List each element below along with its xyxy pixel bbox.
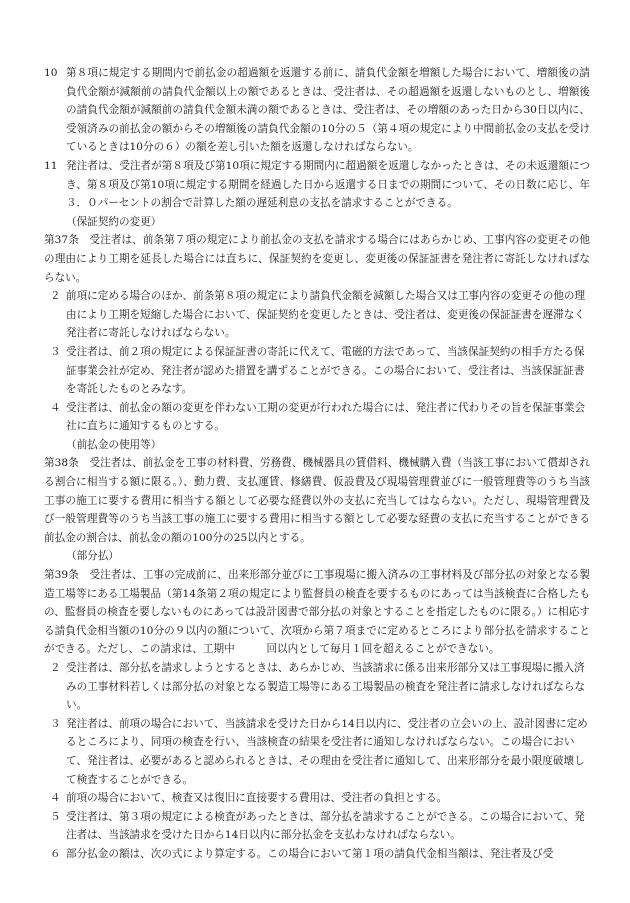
- item-number: ３: [50, 345, 61, 358]
- article-37: [44, 231, 590, 287]
- article-39-item-4: [44, 789, 590, 808]
- article-38: [44, 454, 590, 547]
- article-39: [44, 566, 590, 659]
- item-number: ４: [50, 792, 61, 805]
- article-39-heading: （部分払）: [66, 550, 119, 563]
- paragraph-number: 10: [44, 67, 58, 79]
- paragraph-11: [44, 157, 590, 213]
- article-text: 受注者は、前条第７項の規定により前払金の支払を請求する場合にはあらかじめ、工事内容の変更その他の理由により工期を延長した場合には直ちに、保証契約を変更し、変更後の保証証書を発注者に寄託しなければならない。: [44, 234, 591, 284]
- article-39-item-2: [44, 659, 590, 715]
- paragraph-text: 第８項に規定する期間内で前払金の超過額を返還する前に、請負代金額を増額した場合において、増額後の請負代金額が減額前の請負代金額以上の額であるときは、受注者は、その超過額を返還しないものとし、増額後の請負代金額が減額前の請負代金額未満の額であるときは、受注者は、その増額のあった日から30日以内に、受領済みの前払金の額からその増額後の請負代金額の10分の５（第４項の規定により中間前払金の支払を受けているときは10分の６）の額を差し引いた額を返還しなければならない。: [66, 67, 590, 154]
- article-label: 第39条: [44, 569, 79, 582]
- paragraph-10: [44, 64, 590, 157]
- item-number: ６: [50, 847, 61, 860]
- article-text: 受注者は、前払金を工事の材料費、労務費、機械器具の賃借料、機械購入費（当該工事において償却される割合に相当する額に限る。）、動力費、支払運賃、修繕費、仮設費及び現場管理費並びに一般管理費等のうち当該工事の施工に要する費用に相当する額として必要な経費以外の支払に充当してはならない。ただし、現場管理費及び一般管理費等のうち当該工事の施工に要する費用に相当する額として必要な経費の支払に充当することができる前払金の割合は、前払金の額の100分の25以内とする。: [44, 457, 591, 544]
- article-38-heading: （前払金の使用等）: [66, 438, 162, 451]
- item-text: 発注者は、前項の場合において、当該請求を受けた日から14日以内に、受注者の立会いの上、設計図書に定めるところにより、同項の検査を行い、当該検査の結果を受注者に通知しなければならない。この場合において、発注者は、必要があると認められるときは、その理由を受注者に通知して、出来形部分を最小限度破壊して検査することができる。: [66, 717, 588, 786]
- item-number: ５: [50, 810, 61, 823]
- item-text: 受注者は、部分払を請求しようとするときは、あらかじめ、当該請求に係る出来形部分又は工事現場に搬入済みの工事材料若しくは部分払の対象となる製造工場等にある工場製品の検査を発注者に請求しなければならない。: [66, 662, 586, 712]
- article-37-item-3: [44, 343, 590, 399]
- article-37-item-2: [44, 287, 590, 343]
- paragraph-text: 発注者は、受注者が第８項及び第10項に規定する期間内に超過額を返還しなかったときは、その未返還額につき、第８項及び第10項に規定する期間を経過した日から返還する日までの期間について、その日数に応じ、年３．０パーセントの割合で計算した額の遅延利息の支払を請求することができる。: [66, 159, 590, 210]
- item-number: ２: [50, 662, 61, 674]
- paragraph-number: 11: [44, 159, 58, 172]
- article-37-heading: （保証契約の変更）: [66, 215, 162, 228]
- item-number: ３: [50, 717, 61, 730]
- item-text: 前項に定める場合のほか、前条第８項の規定により請負代金額を減額した場合又は工事内容の変更その他の理由により工期を短縮した場合において、保証契約を変更したときは、受注者は、変更後の保証証書を遅滞なく発注者に寄託しなければならない。: [66, 290, 586, 340]
- article-37-item-4: [44, 399, 590, 436]
- item-text: 受注者は、第３項の規定による検査があったときは、部分払を請求することができる。この場合において、発注者は、当該請求を受けた日から14日以内に部分払金を支払わなければならない。: [66, 810, 585, 842]
- article-text: 受注者は、工事の完成前に、出来形部分並びに工事現場に搬入済みの工事材料及び部分払の対象となる製造工場等にある工場製品（第14条第２項の規定により監督員の検査を要するものにあっては当該検査に合格したもの、監督員の検査を要しないものにあっては設計図書で部分払の対象とすることを指定したものに限る。）に相応する請負代金相当額の10分の９以内の額について、次項から第７項までに定めるところにより部分払を請求することができる。ただし、この請求は、工期中 回以内として毎月１回を超えることができない。: [44, 569, 591, 656]
- article-label: 第38条: [44, 457, 79, 470]
- item-number: ２: [50, 290, 61, 303]
- item-text: 部分払金の額は、次の式により算定する。この場合において第１項の請負代金相当額は、発注者及び受: [66, 847, 554, 860]
- article-39-item-5: [44, 808, 590, 845]
- item-text: 前項の場合において、検査又は復旧に直接要する費用は、受注者の負担とする。: [66, 792, 448, 805]
- article-39-item-3: [44, 715, 590, 789]
- article-label: 第37条: [44, 234, 79, 247]
- item-text: 受注者は、前２項の規定による保証証書の寄託に代えて、電磁的方法であって、当該保証契約の相手方たる保証事業会社が定め、発注者が認めた措置を講ずることができる。この場合において、受注者は、当該保証証書を寄託したものとみなす。: [66, 345, 585, 396]
- article-39-item-6: [44, 845, 590, 864]
- item-number: ４: [50, 401, 61, 414]
- item-text: 受注者は、前払金の額の変更を伴わない工期の変更が行われた場合には、発注者に代わりその旨を保証事業会社に直ちに通知するものとする。: [66, 401, 586, 433]
